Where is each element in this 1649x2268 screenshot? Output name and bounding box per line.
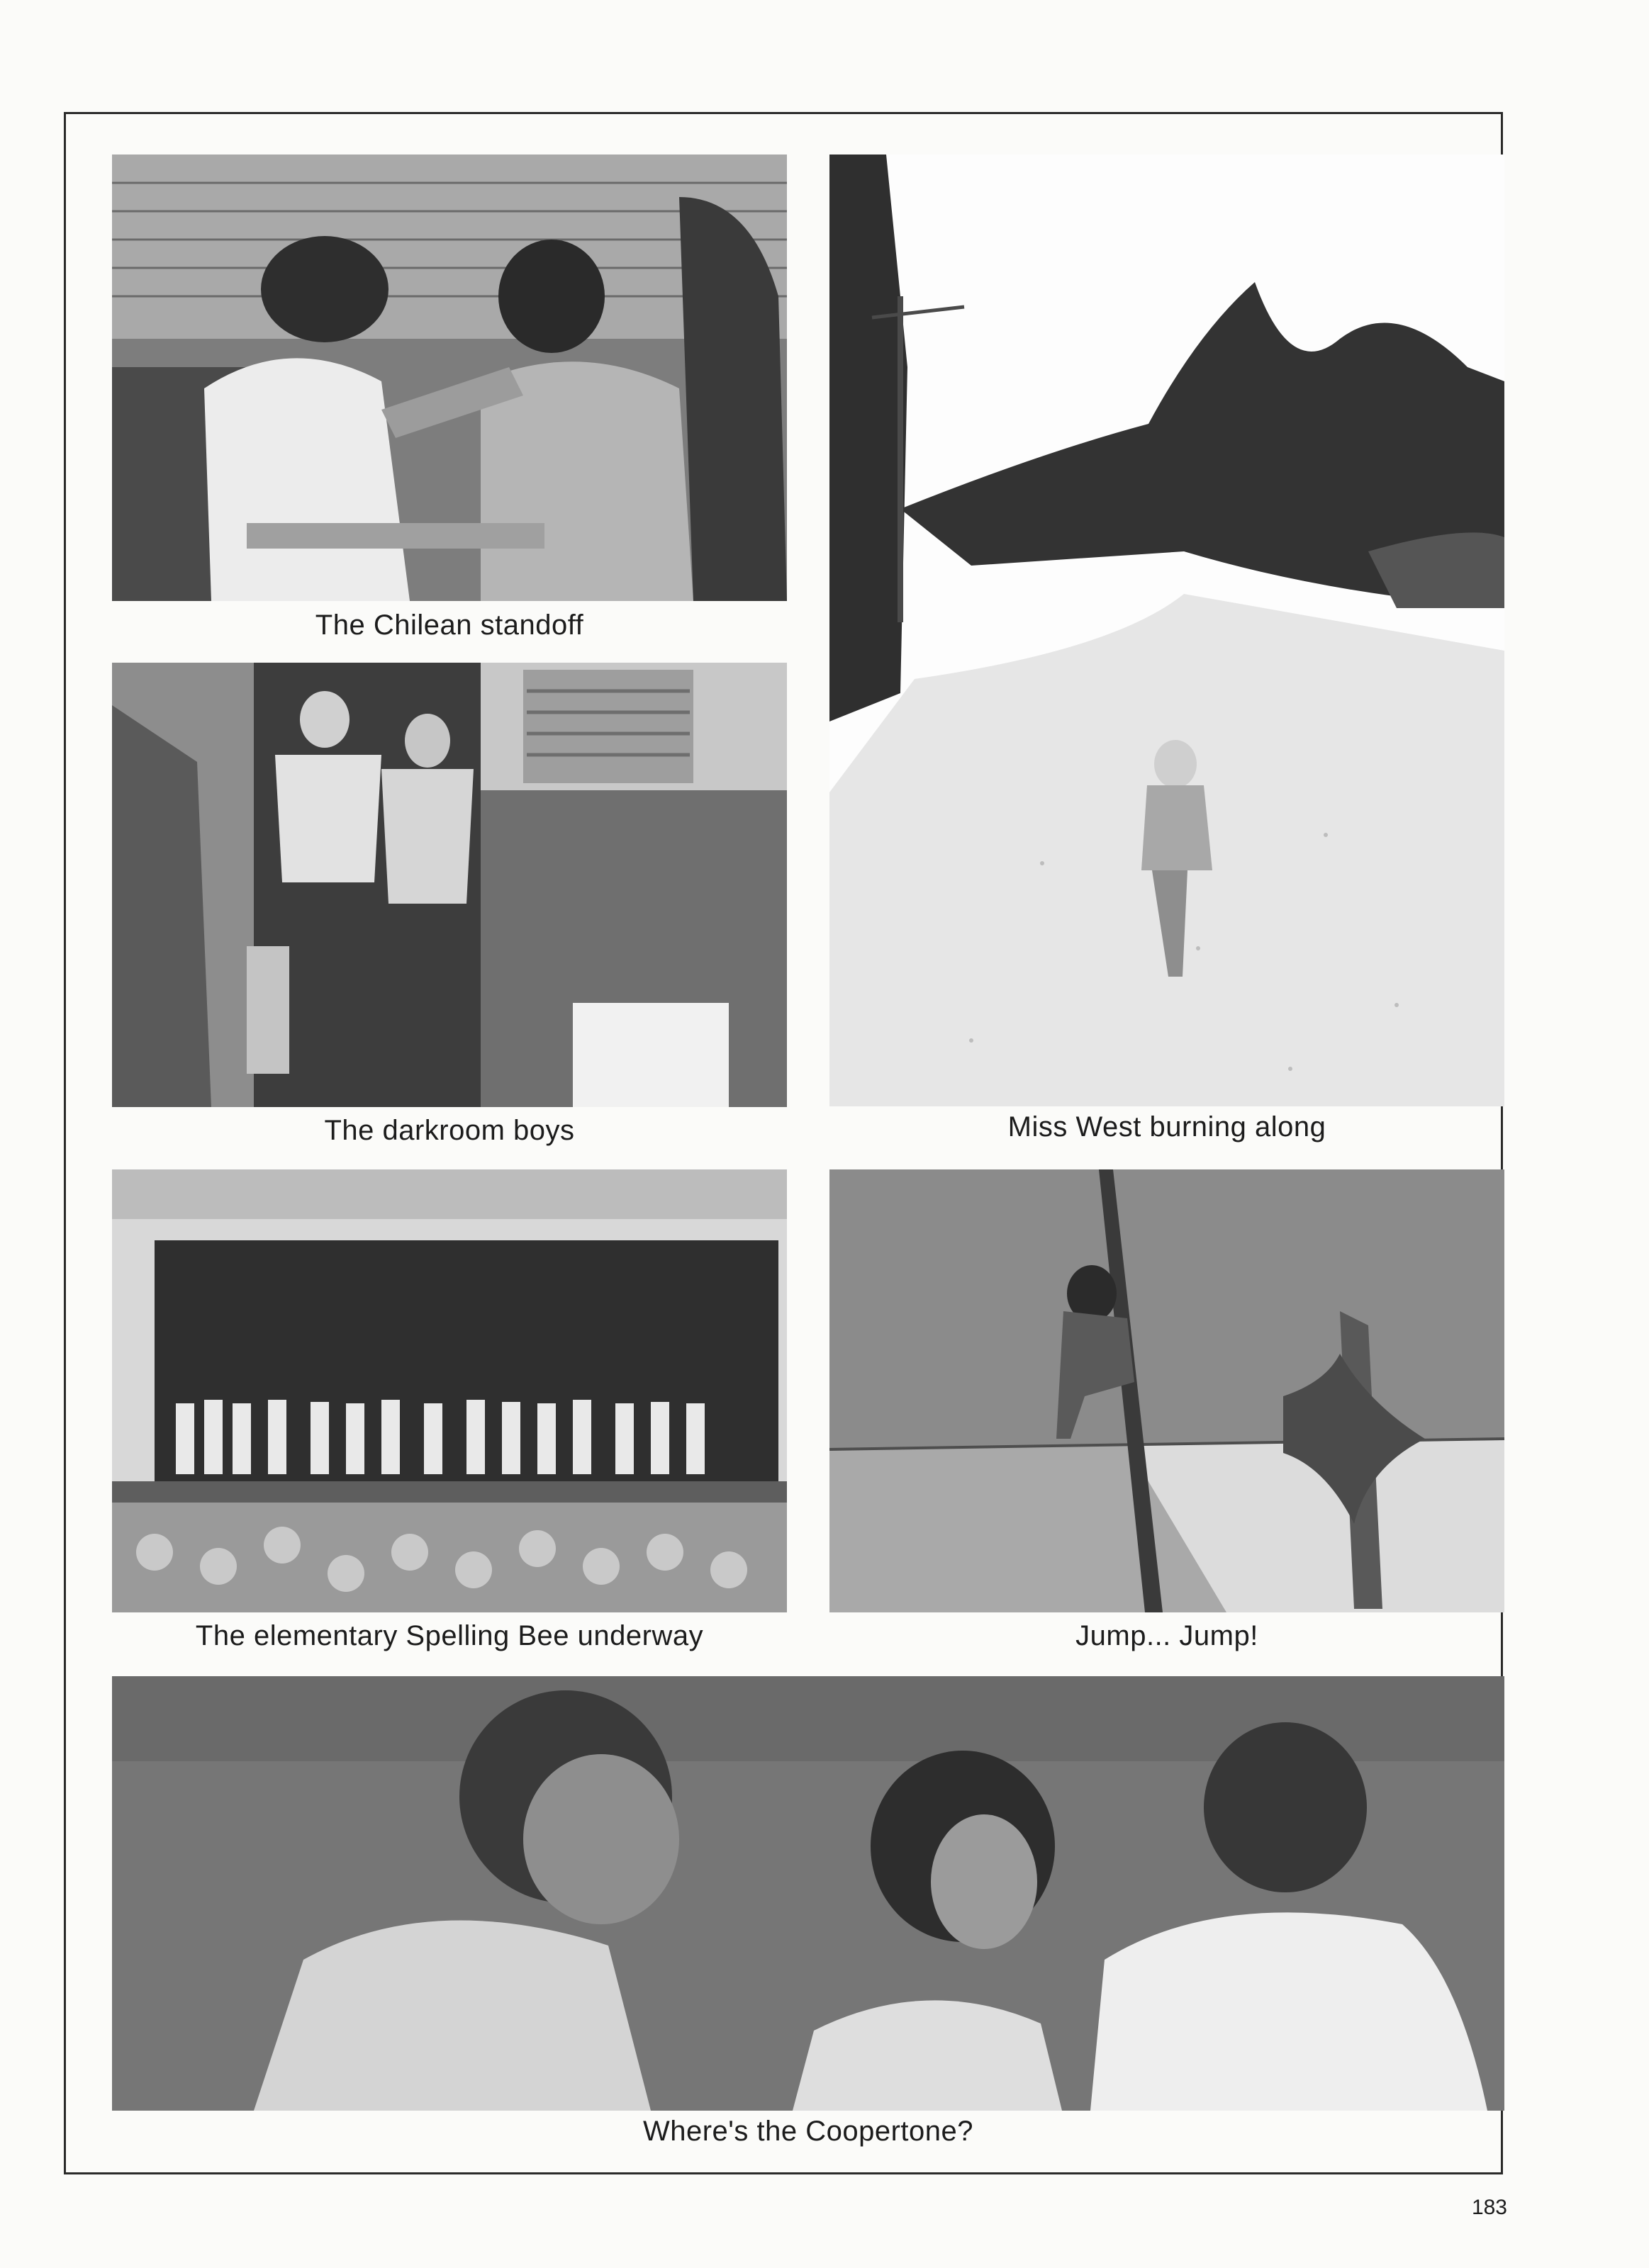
page-number: 183 (1471, 2196, 1507, 2219)
caption-spelling-bee: The elementary Spelling Bee underway (195, 1620, 704, 1651)
photo-darkroom-boys (112, 663, 787, 1107)
photo-spelling-bee (112, 1169, 787, 1612)
caption-darkroom-boys: The darkroom boys (324, 1115, 575, 1146)
caption-coppertone: Where's the Coopertone? (642, 2116, 974, 2147)
photo-miss-west (829, 155, 1504, 1106)
caption-chilean-standoff: The Chilean standoff (315, 610, 584, 641)
photo-coppertone (112, 1676, 1504, 2111)
caption-jump: Jump... Jump! (1075, 1620, 1258, 1651)
caption-miss-west: Miss West burning along (1007, 1111, 1326, 1143)
photo-chilean-standoff (112, 155, 787, 601)
photo-jump (829, 1169, 1504, 1612)
